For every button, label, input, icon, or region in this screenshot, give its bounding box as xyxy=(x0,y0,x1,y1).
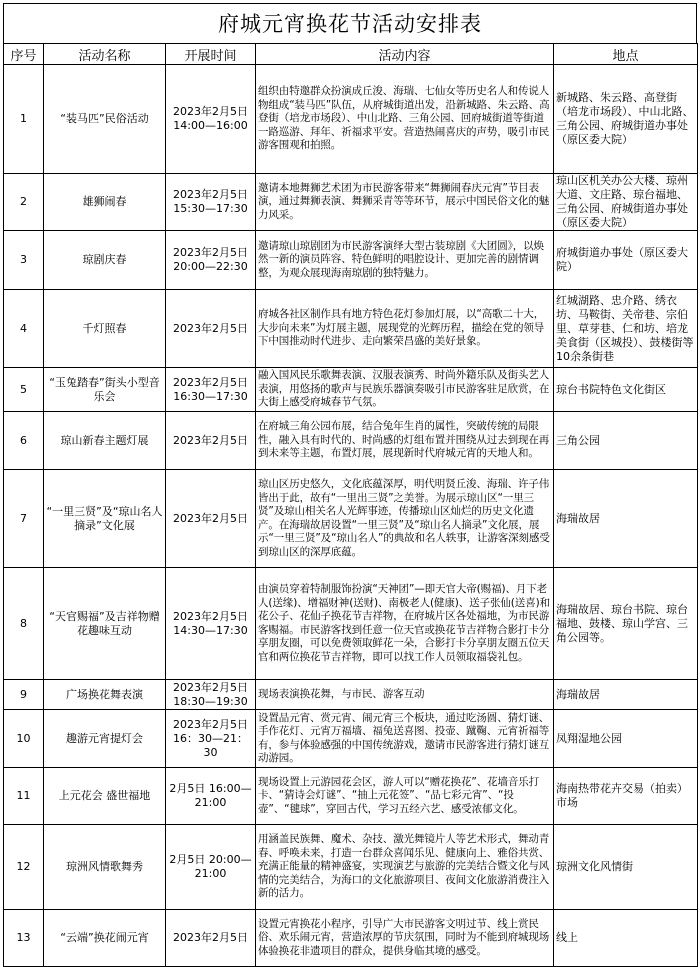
row-time: 2023年2月5日 xyxy=(166,290,256,368)
row-time: 2023年2月5日 xyxy=(166,412,256,470)
row-no: 6 xyxy=(4,412,44,470)
table-row xyxy=(4,768,698,825)
row-name: “玉兔踏春”街头小型音乐会 xyxy=(44,368,166,412)
row-no: 4 xyxy=(4,290,44,368)
row-no: 2 xyxy=(4,174,44,231)
row-content: 设置元宵换花小程序，引导广大市民游客文明过节、线上赏民俗、欢乐闹元宵，营造浓厚的节庆氛围，同时为不能到府城现场体验换花非遗项目的群众，提供身临其境的感受。 xyxy=(256,910,554,967)
row-no: 5 xyxy=(4,368,44,412)
row-place: 府城街道办事处（原区委大院） xyxy=(554,231,698,290)
row-name: 趣游元宵提灯会 xyxy=(44,710,166,768)
header-content: 活动内容 xyxy=(256,44,554,65)
row-no: 3 xyxy=(4,231,44,290)
row-place: 琼洲文化风情街 xyxy=(554,825,698,910)
row-place: 线上 xyxy=(554,910,698,967)
row-no: 10 xyxy=(4,710,44,768)
table-row xyxy=(4,470,698,568)
row-time: 2023年2月5日 xyxy=(166,910,256,967)
row-time: 2023年2月5日 16：30—21：30 xyxy=(166,710,256,768)
row-content: 琼山区历史悠久，文化底蕴深厚，明代明贤丘浚、海瑞、许子伟皆出于此，故有“一里出三贤”之美誉。为展示琼山区“一里三贤”及琼山相关名人光辉事迹，传播琼山区灿烂的历史文化遗产。在海瑞故居设置“一里三贤”及“琼山名人摘录”文化展，展示“一里三贤”及“琼山名人”的典故和名人轶事，让游客深刻感受到琼山区的深厚底蕴。 xyxy=(256,470,554,568)
row-name: “天官赐福”及吉祥物赠花趣味互动 xyxy=(44,568,166,680)
row-time: 2023年2月5日 xyxy=(166,470,256,568)
row-time: 2023年2月5日 16:30—17:30 xyxy=(166,368,256,412)
row-no: 7 xyxy=(4,470,44,568)
header-time: 开展时间 xyxy=(166,44,256,65)
row-name: “一里三贤”及“琼山名人摘录”文化展 xyxy=(44,470,166,568)
row-content: 设置品元宵、赏元宵、闹元宵三个板块，通过吃汤圆、猜灯谜、手作花灯、元宵万福墙、福兔送喜图、投壶、蹴鞠、元宵祈福等有，参与体验感强的中国传统游戏，邀请市民游客进行猜灯谜互动游园。 xyxy=(256,710,554,768)
row-name: 雄狮闹春 xyxy=(44,174,166,231)
row-time: 2月5日 20:00—21:00 xyxy=(166,825,256,910)
row-time: 2023年2月5日 15:30—17:30 xyxy=(166,174,256,231)
row-place: 海南热带花卉交易（拍卖）市场 xyxy=(554,768,698,825)
row-name: 千灯照春 xyxy=(44,290,166,368)
table-row xyxy=(4,710,698,768)
table-row xyxy=(4,290,698,368)
row-no: 8 xyxy=(4,568,44,680)
row-time: 2月5日 16:00—21:00 xyxy=(166,768,256,825)
row-name: 琼剧庆春 xyxy=(44,231,166,290)
row-place: 新城路、朱云路、高登街（培龙市场段）、中山北路、三角公园、府城街道办事处（原区委大院） xyxy=(554,65,698,174)
header-place: 地点 xyxy=(554,44,698,65)
row-no: 13 xyxy=(4,910,44,967)
row-content: 现场表演换花舞，与市民、游客互动 xyxy=(256,680,554,710)
row-content: 邀请琼山琼剧团为市民游客演绎大型古装琼剧《大团圆》，以焕然一新的演员阵容、特色鲜明的唱腔设计、更加完善的剧情调整，为观众展现海南琼剧的独特魅力。 xyxy=(256,231,554,290)
table-row xyxy=(4,65,698,174)
row-place: 海瑞故居、琼台书院、琼台福地、鼓楼、琼山学宫、三角公园等。 xyxy=(554,568,698,680)
row-name: 琼山新春主题灯展 xyxy=(44,412,166,470)
row-place: 海瑞故居 xyxy=(554,470,698,568)
row-place: 三角公园 xyxy=(554,412,698,470)
row-time: 2023年2月5日 18:30—19:30 xyxy=(166,680,256,710)
schedule-table xyxy=(3,43,698,967)
row-name: 琼洲风情歌舞秀 xyxy=(44,825,166,910)
row-no: 1 xyxy=(4,65,44,174)
table-row xyxy=(4,174,698,231)
row-name: 广场换花舞表演 xyxy=(44,680,166,710)
row-content: 现场设置上元游园花会区，游人可以“赠花换花”、花墙音乐打卡、“猜诗会灯谜”、“抽上元花签”、“品七彩元宵”、“投壶”、“毽球”，穿回古代，学习五经六艺、感受浓郁文化。 xyxy=(256,768,554,825)
row-place: 凤翔湿地公园 xyxy=(554,710,698,768)
row-content: 用涵盖民族舞、魔术、杂技、激光舞镜片人等艺术形式，舞动青春、呼唤未来，打造一台群众喜闻乐见、健康向上、雅俗共赏、充满正能量的精神盛宴，实现演艺与旅游的完美结合暨文化与风情的完美结合，为海口的文化旅游项目、夜间文化旅游消费注入新的活力。 xyxy=(256,825,554,910)
row-name: “装马匹”民俗活动 xyxy=(44,65,166,174)
row-content: 在府城三角公园布展，结合兔年生肖的属性，突破传统的局限性，融入具有时代的、时尚感的灯组布置并围绕从过去到现在再到未来等主题，布置灯展，展现新时代府城元宵的天地人和。 xyxy=(256,412,554,470)
row-content: 组织由特邀群众扮演成丘浚、海瑞、七仙女等历史名人和传说人物组成“装马匹”队伍，从府城街道出发，沿新城路、朱云路、高登街（培龙市场段）、中山北路、三角公园、回府城街道等街道一路巡游、拜年、祈福求平安。营造热闹喜庆的声势，吸引市民游客围观和拍照。 xyxy=(256,65,554,174)
header-no: 序号 xyxy=(4,44,44,65)
row-time: 2023年2月5日 14:00—16:00 xyxy=(166,65,256,174)
table-row xyxy=(4,568,698,680)
table-row xyxy=(4,368,698,412)
header-name: 活动名称 xyxy=(44,44,166,65)
row-time: 2023年2月5日 20:00—22:30 xyxy=(166,231,256,290)
row-content: 融入国风民乐歌舞表演、汉服表演秀、时尚外籍乐队及街头艺人表演，用悠扬的歌声与民族乐器演奏吸引市民游客驻足欣赏，在大街上感受府城春节气氛。 xyxy=(256,368,554,412)
row-no: 11 xyxy=(4,768,44,825)
row-name: 上元花会 盛世福地 xyxy=(44,768,166,825)
row-place: 琼台书院特色文化街区 xyxy=(554,368,698,412)
row-no: 12 xyxy=(4,825,44,910)
row-name: “云端”换花闹元宵 xyxy=(44,910,166,967)
row-place: 海瑞故居 xyxy=(554,680,698,710)
table-header-row xyxy=(4,44,698,65)
row-content: 由演员穿着特制服饰扮演“天神团”—即天官大帝(赐福)、月下老人(送缘)、增福财神(送财)、南极老人(健康)、送子张仙(送喜)和花公子、花仙子换花节吉祥物，在府城片区各处福地，为市民游客赐福。市民游客找到任意一位天官或换花节吉祥物合影打卡分享朋友圈，可以免费领取鲜花一朵，合影打卡分享朋友圈五位天官和两位换花节吉祥物，即可以找工作人员领取福袋礼包。 xyxy=(256,568,554,680)
row-time: 2023年2月5日 14:30—17:30 xyxy=(166,568,256,680)
document-title: 府城元宵换花节活动安排表 xyxy=(3,3,697,43)
row-content: 府城各社区制作具有地方特色花灯参加灯展，以“高歌二十大，大步向未来”为灯展主题，展现党的光辉历程，描绘在党的领导下中国推动时代进步、走向繁荣昌盛的美好景象。 xyxy=(256,290,554,368)
table-row xyxy=(4,910,698,967)
table-row xyxy=(4,231,698,290)
row-place: 琼山区机关办公大楼、琼州大道、文庄路、琼台福地、三角公园、府城街道办事处（原区委大院） xyxy=(554,174,698,231)
table-row xyxy=(4,825,698,910)
row-no: 9 xyxy=(4,680,44,710)
row-place: 红城湖路、忠介路、绣衣坊、马鞍街、关帝巷、宗伯里、草芽巷、仁和坊、培龙美食街（区城投）、鼓楼街等10余条街巷 xyxy=(554,290,698,368)
table-row xyxy=(4,680,698,710)
row-content: 邀请本地舞狮艺术团为市民游客带来“舞狮闹春庆元宵”节目表演，通过舞狮表演、舞狮采青等等环节，展示中国民俗文化的魅力风采。 xyxy=(256,174,554,231)
table-row xyxy=(4,412,698,470)
